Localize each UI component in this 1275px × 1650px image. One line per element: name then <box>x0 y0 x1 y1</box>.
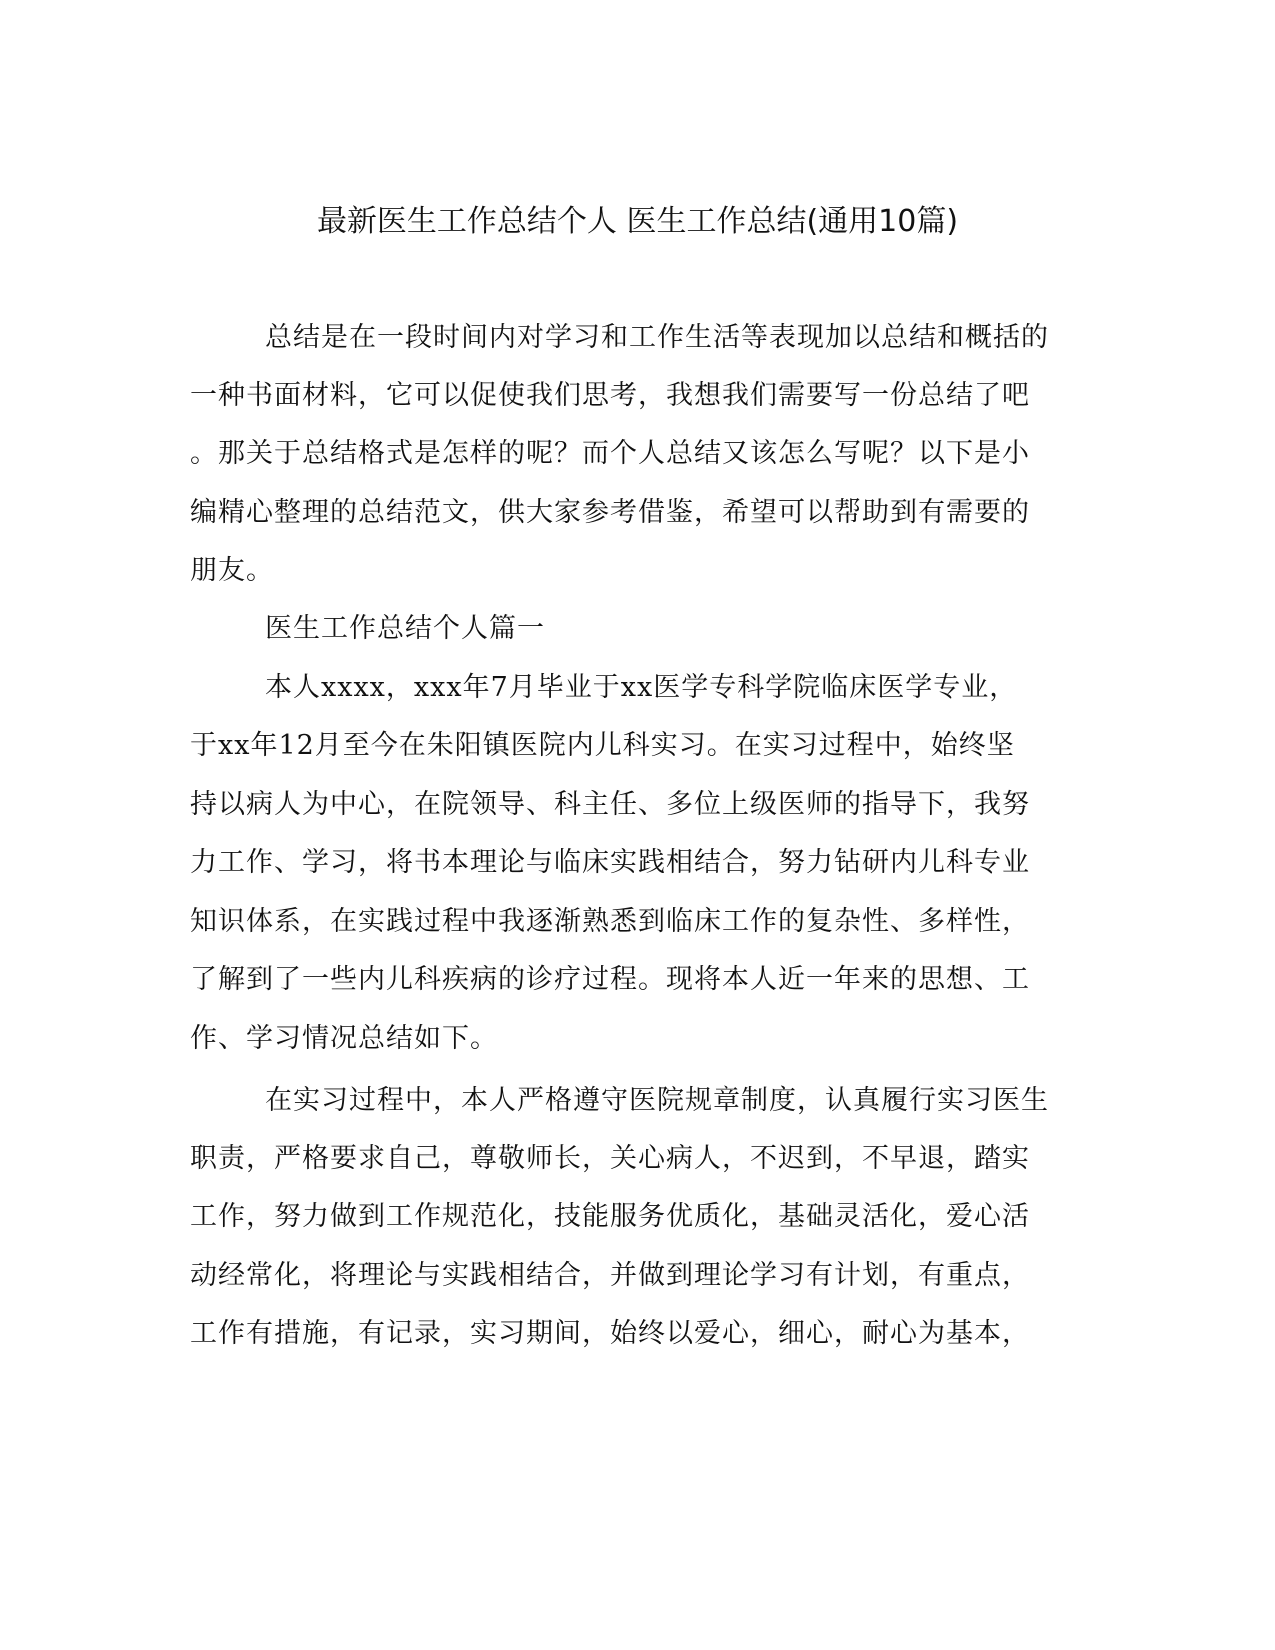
paragraph2-line-2: 职责，严格要求自己，尊敬师长，关心病人，不迟到，不早退，踏实 <box>190 1143 1030 1174</box>
intro-line-3: 。那关于总结格式是怎样的呢？而个人总结又该怎么写呢？以下是小 <box>190 438 1030 469</box>
paragraph2-line-3: 工作，努力做到工作规范化，技能服务优质化，基础灵活化，爱心活 <box>190 1201 1030 1232</box>
paragraph1-line-3: 持以病人为中心，在院领导、科主任、多位上级医师的指导下，我努 <box>190 789 1030 820</box>
paragraph1-line-5: 知识体系，在实践过程中我逐渐熟悉到临床工作的复杂性、多样性， <box>190 906 1030 937</box>
paragraph1-line-6: 了解到了一些内儿科疾病的诊疗过程。现将本人近一年来的思想、工 <box>190 964 1030 995</box>
paragraph2-line-4: 动经常化，将理论与实践相结合，并做到理论学习有计划，有重点， <box>190 1260 1030 1291</box>
document-title: 最新医生工作总结个人 医生工作总结(通用10篇) <box>316 204 959 239</box>
paragraph2-line-5: 工作有措施，有记录，实习期间，始终以爱心，细心，耐心为基本， <box>190 1318 1030 1349</box>
paragraph1-line-4: 力工作、学习，将书本理论与临床实践相结合，努力钻研内儿科专业 <box>190 847 1030 878</box>
paragraph1-line-2: 于xx年12月至今在朱阳镇医院内儿科实习。在实习过程中，始终坚 <box>190 730 1015 761</box>
section-heading: 医生工作总结个人篇一 <box>265 613 545 644</box>
paragraph2-line-1: 在实习过程中，本人严格遵守医院规章制度，认真履行实习医生 <box>265 1085 1049 1116</box>
paragraph1-line-7: 作、学习情况总结如下。 <box>190 1023 498 1054</box>
intro-line-4: 编精心整理的总结范文，供大家参考借鉴，希望可以帮助到有需要的 <box>190 497 1030 528</box>
paragraph1-line-1: 本人xxxx，xxx年7月毕业于xx医学专科学院临床医学专业， <box>265 672 1018 703</box>
intro-line-5: 朋友。 <box>190 555 274 586</box>
intro-line-1: 总结是在一段时间内对学习和工作生活等表现加以总结和概括的 <box>265 322 1049 353</box>
intro-line-2: 一种书面材料，它可以促使我们思考，我想我们需要写一份总结了吧 <box>190 380 1030 411</box>
